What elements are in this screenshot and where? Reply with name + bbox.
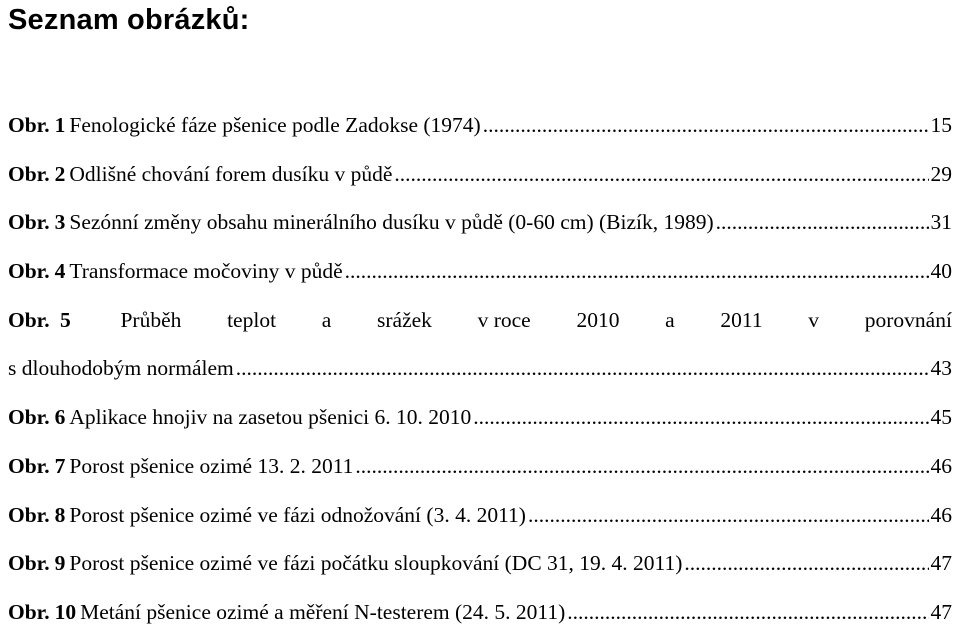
dot-leader bbox=[716, 198, 929, 247]
entry-prefix: Obr. bbox=[8, 551, 50, 576]
dot-leader bbox=[473, 393, 928, 442]
entry-page: 47 bbox=[930, 551, 952, 576]
entry-page: 40 bbox=[930, 259, 952, 284]
entry-title: Sezónní změny obsahu minerálního dusíku v půdě (0-60 cm) (Bizík, 1989) bbox=[69, 210, 714, 235]
dot-leader bbox=[684, 539, 928, 588]
entry-title-word: teplot bbox=[227, 307, 277, 332]
entry-page: 29 bbox=[930, 161, 952, 186]
entry-prefix: Obr. bbox=[8, 502, 50, 527]
entry-title: Transformace močoviny v půdě bbox=[69, 259, 343, 284]
entry-page: 31 bbox=[930, 210, 952, 235]
entry-number: 8 bbox=[54, 502, 66, 527]
list-item-6[interactable] bbox=[8, 393, 952, 442]
page-title: Seznam obrázků: bbox=[8, 4, 250, 36]
entry-number: 4 bbox=[54, 259, 66, 284]
entry-title: Porost pšenice ozimé 13. 2. 2011 bbox=[69, 453, 354, 478]
entry-prefix: Obr. bbox=[8, 113, 50, 137]
entry-title: Porost pšenice ozimé ve fázi počátku sloupkování (DC 31, 19. 4. 2011) bbox=[69, 551, 683, 576]
list-item-10[interactable] bbox=[8, 588, 952, 637]
entry-prefix: Obr. bbox=[8, 161, 50, 186]
entry-title: Metání pšenice ozimé a měření N-testerem (24. 5. 2011) bbox=[80, 599, 566, 624]
entry-title-word: porovnání bbox=[864, 307, 952, 332]
entry-title: Porost pšenice ozimé ve fázi odnožování (3. 4. 2011) bbox=[69, 502, 526, 527]
entry-title-line-2 bbox=[8, 344, 952, 393]
list-item-5[interactable] bbox=[8, 296, 952, 393]
list-item-9[interactable] bbox=[8, 539, 952, 588]
entry-title-word: 2011 bbox=[720, 307, 763, 332]
entry-number: 5 bbox=[60, 307, 71, 332]
entry-title-word: v bbox=[808, 307, 820, 332]
list-item-4[interactable] bbox=[8, 247, 952, 296]
entry-number: 3 bbox=[54, 210, 66, 235]
list-item-8[interactable] bbox=[8, 491, 952, 540]
figure-list bbox=[8, 101, 952, 637]
entry-title-word: v roce bbox=[477, 307, 531, 332]
list-item-2[interactable] bbox=[8, 150, 952, 199]
list-item-7[interactable] bbox=[8, 442, 952, 491]
entry-title-word: srážek bbox=[377, 307, 432, 332]
entry-title: Aplikace hnojiv na zasetou pšenici 6. 10. 2010 bbox=[69, 405, 472, 430]
entry-number: 9 bbox=[54, 551, 66, 576]
entry-number: 10 bbox=[54, 599, 77, 624]
entry-prefix: Obr. bbox=[8, 599, 50, 624]
dot-leader bbox=[528, 491, 929, 540]
entry-number: 2 bbox=[54, 161, 66, 186]
dot-leader bbox=[236, 344, 929, 393]
dot-leader bbox=[345, 247, 929, 296]
dot-leader bbox=[394, 150, 928, 199]
entry-prefix: Obr. bbox=[8, 210, 50, 235]
entry-page: 47 bbox=[930, 599, 952, 624]
list-item-1[interactable] bbox=[8, 101, 952, 150]
entry-title-word: a bbox=[321, 307, 332, 332]
entry-title-word: Průběh bbox=[120, 307, 182, 332]
entry-title: Odlišné chování forem dusíku v půdě bbox=[69, 161, 393, 186]
entry-prefix: Obr. bbox=[8, 453, 50, 478]
entry-number: 7 bbox=[54, 453, 66, 478]
dot-leader bbox=[355, 442, 928, 491]
entry-page: 43 bbox=[930, 356, 952, 381]
list-item-3[interactable] bbox=[8, 198, 952, 247]
entry-title-line-1 bbox=[8, 296, 952, 345]
entry-prefix: Obr. bbox=[8, 259, 50, 284]
entry-title-word: a bbox=[665, 307, 675, 332]
dot-leader bbox=[567, 588, 928, 637]
entry-title-word: 2010 bbox=[576, 307, 620, 332]
entry-number: 1 bbox=[54, 113, 66, 137]
entry-page: 15 bbox=[930, 113, 952, 137]
entry-title: Fenologické fáze pšenice podle Zadokse (1974) bbox=[69, 113, 481, 137]
entry-number: 6 bbox=[54, 405, 66, 430]
entry-prefix: Obr. bbox=[8, 307, 50, 332]
entry-page: 46 bbox=[930, 502, 952, 527]
entry-prefix: Obr. bbox=[8, 405, 50, 430]
entry-page: 45 bbox=[930, 405, 952, 430]
entry-page: 46 bbox=[930, 453, 952, 478]
entry-title-continuation: s dlouhodobým normálem bbox=[8, 356, 234, 381]
dot-leader bbox=[483, 101, 929, 150]
